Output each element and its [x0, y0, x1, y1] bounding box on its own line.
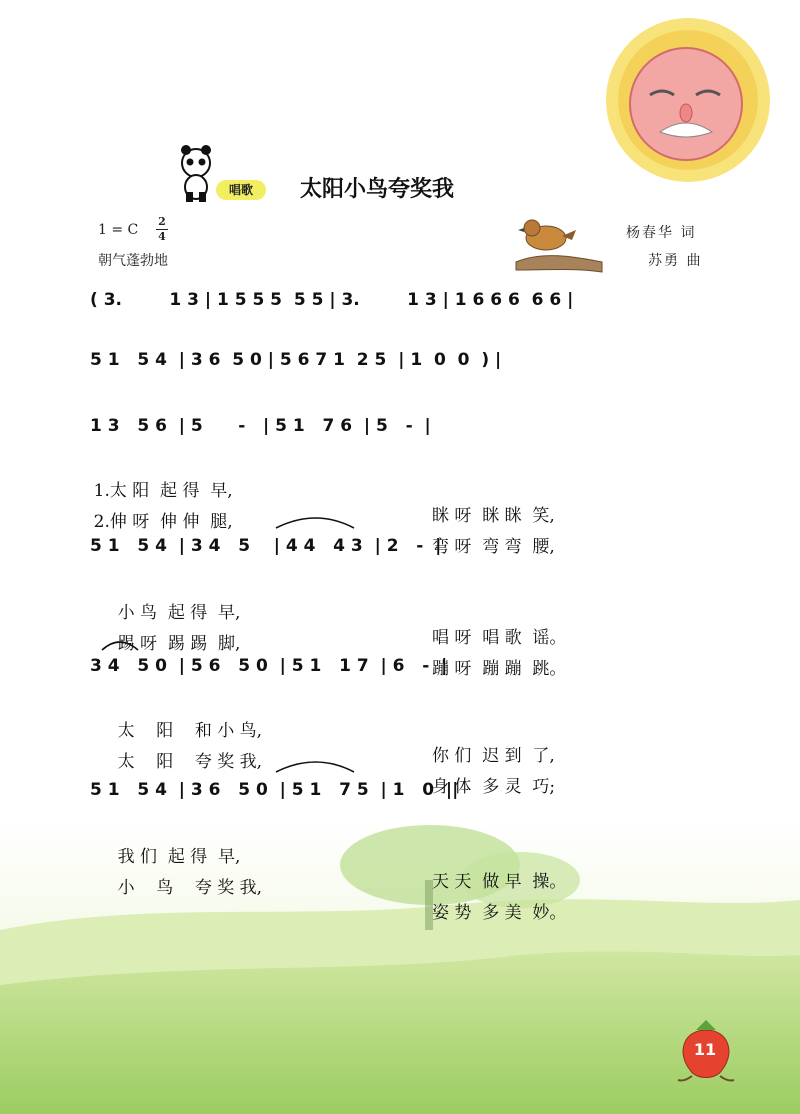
song-title: 太阳小鸟夸奖我 [300, 177, 455, 202]
slur [276, 762, 354, 772]
lyric-phrase: 小 鸟 夸 奖 我, [117, 878, 263, 898]
lyric-phrase: 弯 呀 弯 弯 腰, [432, 537, 555, 557]
lyric-phrase: 2.伸 呀 伸 伸 腿, [93, 512, 233, 532]
lyric-phrase: 你 们 迟 到 了, [432, 746, 555, 766]
lyric-phrase: 眯 呀 眯 眯 笑, [432, 506, 555, 526]
intro-line-1: ( 3. 1 3 | 1 5 5 5 5 5 | 3. 1 3 | 1 6 6 6 6 6 | [90, 290, 574, 310]
lyric-phrase: 天 天 做 早 操。 [432, 872, 567, 892]
slur [276, 518, 354, 528]
time-top: 2 [158, 215, 166, 228]
melody-line-1: 1 3 5 6 | 5 - | 5 1 7 6 | 5 - | [90, 416, 431, 436]
composer: 苏勇 曲 [648, 253, 703, 269]
time-bottom: 4 [158, 230, 166, 243]
lyric-phrase: 姿 势 多 美 妙。 [432, 903, 567, 923]
lyric-phrase: 唱 呀 唱 歌 谣。 [432, 628, 567, 648]
melody-line-3: 3 4 5 0 | 5 6 5 0 | 5 1 1 7 | 6 - | [90, 656, 448, 676]
lyric-phrase: 小 鸟 起 得 早, [117, 603, 241, 623]
tempo-marking: 朝气蓬勃地 [98, 253, 168, 269]
lyricist: 杨春华 词 [626, 225, 697, 241]
melody-line-4: 5 1 5 4 | 3 6 5 0 | 5 1 7 5 | 1 0 || [90, 780, 459, 800]
lyric-phrase: 太 阳 夸 奖 我, [117, 752, 263, 772]
lyric-phrase: 我 们 起 得 早, [117, 847, 241, 867]
key-signature: 1 = C [98, 222, 139, 238]
lyric-phrase: 太 阳 和 小 鸟, [117, 721, 263, 741]
intro-line-2: 5 1 5 4 | 3 6 5 0 | 5 6 7 1 2 5 | 1 0 0 ) | [90, 350, 502, 370]
section-badge: 唱歌 [216, 180, 266, 200]
lyric-phrase: 踢 呀 踢 踢 脚, [117, 634, 241, 654]
lyric-phrase: 1.太 阳 起 得 早, [93, 481, 233, 501]
slur [102, 642, 138, 650]
lyric-phrase: 身 体 多 灵 巧; [432, 777, 556, 797]
page-number: 11 [693, 1040, 717, 1059]
melody-line-2: 5 1 5 4 | 3 4 5 | 4 4 4 3 | 2 - | [90, 536, 442, 556]
lyric-phrase: 蹦 呀 蹦 蹦 跳。 [432, 659, 567, 679]
